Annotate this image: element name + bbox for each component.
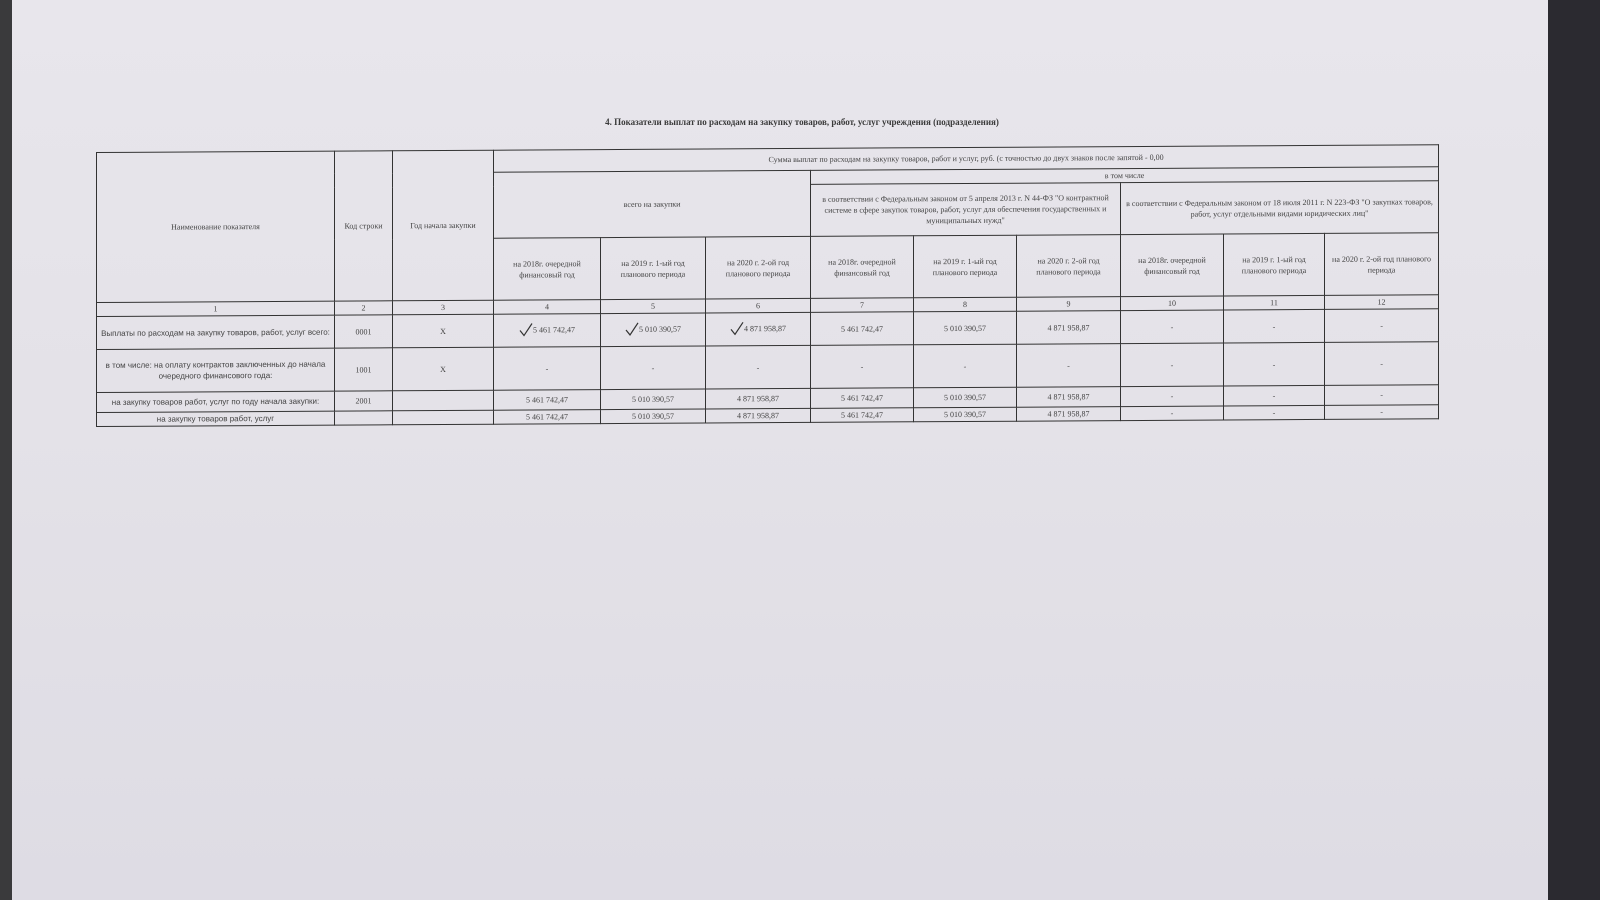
- desk-edge-left: [0, 0, 12, 900]
- row-code: 2001: [335, 391, 393, 411]
- row-code: 1001: [335, 348, 393, 391]
- column-index: 2: [335, 301, 393, 315]
- row-year: Х: [393, 314, 494, 348]
- cell-value: 5 010 390,57: [601, 389, 706, 410]
- header-fz223-2019: на 2019 г. 1-ый год планового периода: [1224, 233, 1325, 296]
- column-index: 9: [1017, 297, 1121, 312]
- cell-value: [601, 313, 706, 347]
- row-name: на закупку товаров работ, услуг: [97, 411, 335, 426]
- cell-value: 5 461 742,47: [494, 390, 601, 411]
- table-row: [97, 342, 1439, 393]
- column-index: 1: [97, 301, 335, 316]
- header-vtch: в том числе: [811, 167, 1439, 185]
- header-name: Наименование показателя: [97, 151, 335, 302]
- cell-value: -: [601, 346, 706, 390]
- value-text: 4 871 958,87: [744, 323, 786, 334]
- value-text: 5 461 742,47: [533, 325, 575, 335]
- cell-value: 4 871 958,87: [1017, 407, 1121, 422]
- row-code: 0001: [335, 315, 393, 348]
- cell-value: -: [1121, 386, 1224, 407]
- column-index: 12: [1325, 295, 1439, 310]
- cell-value: -: [1325, 385, 1439, 406]
- column-index: 3: [393, 300, 494, 315]
- row-year: Х: [393, 347, 494, 391]
- cell-value: 4 871 958,87: [1017, 387, 1121, 408]
- header-code: Код строки: [335, 151, 393, 301]
- cell-value: -: [706, 345, 811, 389]
- checkmark-icon: [519, 325, 531, 337]
- column-index: 11: [1224, 295, 1325, 310]
- checkmark-icon: [625, 324, 637, 336]
- cell-value: -: [1325, 342, 1439, 386]
- cell-value: -: [1224, 385, 1325, 406]
- cell-value: 5 010 390,57: [914, 311, 1017, 345]
- cell-value: -: [1121, 406, 1224, 421]
- cell-value: -: [1224, 309, 1325, 343]
- column-index: 6: [706, 298, 811, 313]
- cell-value: -: [1224, 342, 1325, 386]
- payments-table: [96, 144, 1439, 427]
- header-total-2019: на 2019 г. 1-ый год планового периода: [601, 237, 706, 300]
- row-code: [335, 411, 393, 425]
- column-index: 8: [914, 297, 1017, 312]
- row-name: на закупку товаров работ, услуг по году начала закупки:: [97, 391, 335, 412]
- cell-value: 5 010 390,57: [914, 387, 1017, 408]
- cell-value: 4 871 958,87: [706, 388, 811, 409]
- cell-value: -: [811, 345, 914, 389]
- cell-value: -: [1017, 344, 1121, 388]
- row-name: в том числе: на оплату контрактов заключенных до начала очередного финансового года:: [97, 348, 335, 392]
- column-index: 7: [811, 298, 914, 313]
- cell-value: [706, 312, 811, 346]
- header-fz44-2018: на 2018г. очередной финансовый год: [811, 236, 914, 299]
- cell-value: -: [1325, 309, 1439, 343]
- cell-value: -: [1325, 405, 1439, 420]
- header-total-2018: на 2018г. очередной финансовый год: [494, 238, 601, 301]
- column-index: 4: [494, 300, 601, 315]
- cell-value: 5 010 390,57: [601, 409, 706, 424]
- cell-value: 5 461 742,47: [811, 388, 914, 409]
- header-fz44-2019: на 2019 г. 1-ый год планового периода: [914, 235, 1017, 298]
- cell-value: 5 461 742,47: [494, 410, 601, 425]
- column-index: 10: [1121, 296, 1224, 311]
- column-index: 5: [601, 299, 706, 314]
- header-total-2020: на 2020 г. 2-ой год планового периода: [706, 236, 811, 299]
- value-text: 5 010 390,57: [639, 324, 681, 334]
- cell-value: 5 461 742,47: [811, 408, 914, 423]
- cell-value: -: [1224, 405, 1325, 420]
- cell-value: -: [1121, 310, 1224, 344]
- header-fz44: в соответствии с Федеральным законом от 5 апреля 2013 г. N 44-ФЗ "О контрактной системе в сфере закупок товаров, работ, услуг для обеспечения государственных и муниципальных нужд": [811, 183, 1121, 237]
- row-year: [393, 390, 494, 411]
- cell-value: [494, 314, 601, 348]
- cell-value: 4 871 958,87: [706, 408, 811, 423]
- paper-sheet: [12, 0, 1548, 900]
- cell-value: 5 010 390,57: [914, 407, 1017, 422]
- cell-value: -: [914, 344, 1017, 388]
- header-fz223-2018: на 2018г. очередной финансовый год: [1121, 234, 1224, 297]
- row-year: [393, 410, 494, 425]
- header-sum-title: Сумма выплат по расходам на закупку товаров, работ и услуг, руб. (с точностью до двух знаков после запятой - 0,00: [494, 145, 1439, 172]
- cell-value: 4 871 958,87: [1017, 311, 1121, 345]
- document-title: 4. Показатели выплат по расходам на закупку товаров, работ, услуг учреждения (подразделения): [605, 117, 999, 127]
- header-fz223: в соответствии с Федеральным законом от 18 июля 2011 г. N 223-ФЗ "О закупках товаров, работ, услуг отдельными видами юридических лиц": [1121, 181, 1439, 235]
- header-fz44-2020: на 2020 г. 2-ой год планового периода: [1017, 235, 1121, 298]
- header-fz223-2020: на 2020 г. 2-ой год планового периода: [1325, 233, 1439, 296]
- cell-value: -: [1121, 343, 1224, 387]
- cell-value: -: [494, 347, 601, 391]
- desk-edge-right: [1548, 0, 1600, 900]
- row-name: Выплаты по расходам на закупку товаров, работ, услуг всего:: [97, 315, 335, 349]
- checkmark-icon: [730, 323, 742, 335]
- cell-value: 5 461 742,47: [811, 312, 914, 346]
- header-year-start: Год начала закупки: [393, 150, 494, 301]
- header-total: всего на закупки: [494, 170, 811, 238]
